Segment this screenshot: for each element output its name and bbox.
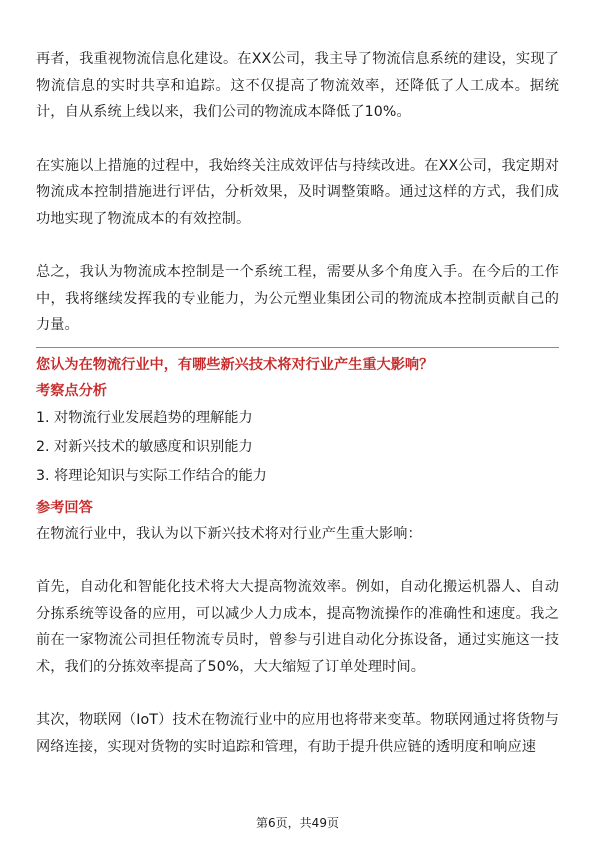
- paragraph-info-system: 再者，我重视物流信息化建设。在XX公司，我主导了物流信息系统的建设，实现了物流信息的实时共享和追踪。这不仅提高了物流效率，还降低了人工成本。据统计，自从系统上线以来，我们公司的物流成本降低了10%。: [36, 51, 559, 120]
- analysis-item: 3. 将理论知识与实际工作结合的能力: [36, 467, 267, 484]
- paragraph-conclusion: 总之，我认为物流成本控制是一个系统工程，需要从多个角度入手。在今后的工作中，我将继续发挥我的专业能力，为公元塑业集团公司的物流成本控制贡献自己的力量。: [36, 264, 559, 333]
- analysis-item: 1. 对物流行业发展趋势的理解能力: [36, 409, 253, 426]
- paragraph-evaluation: 在实施以上措施的过程中，我始终关注成效评估与持续改进。在XX公司，我定期对物流成本控制措施进行评估，分析效果，及时调整策略。通过这样的方式，我们成功地实现了物流成本的有效控制。: [36, 157, 559, 227]
- page-footer: 第6页，共49页: [256, 816, 339, 830]
- answer-title: 参考回答: [36, 499, 93, 516]
- answer-paragraph-iot: 其次，物联网（IoT）技术在物流行业中的应用也将带来变革。物联网通过将货物与网络连接，实现对货物的实时追踪和管理，有助于提升供应链的透明度和响应速: [36, 712, 559, 755]
- interview-question: 您认为在物流行业中，有哪些新兴技术将对行业产生重大影响？: [36, 356, 434, 373]
- section-divider: [36, 347, 559, 348]
- analysis-item: 2. 对新兴技术的敏感度和识别能力: [36, 438, 253, 455]
- answer-paragraph-automation: 首先，自动化和智能化技术将大大提高物流效率。例如，自动化搬运机器人、自动分拣系统等设备的应用，可以减少人力成本，提高物流操作的准确性和速度。我之前在一家物流公司担任物流专员时，曾参与引进自动化分拣设备，通过实施这一技术，我们的分拣效率提高了50%，大大缩短了订单处理时间。: [36, 579, 559, 675]
- analysis-title: 考察点分析: [36, 382, 107, 399]
- document-page: [36, 46, 559, 760]
- answer-intro: 在物流行业中，我认为以下新兴技术将对行业产生重大影响：: [36, 525, 422, 542]
